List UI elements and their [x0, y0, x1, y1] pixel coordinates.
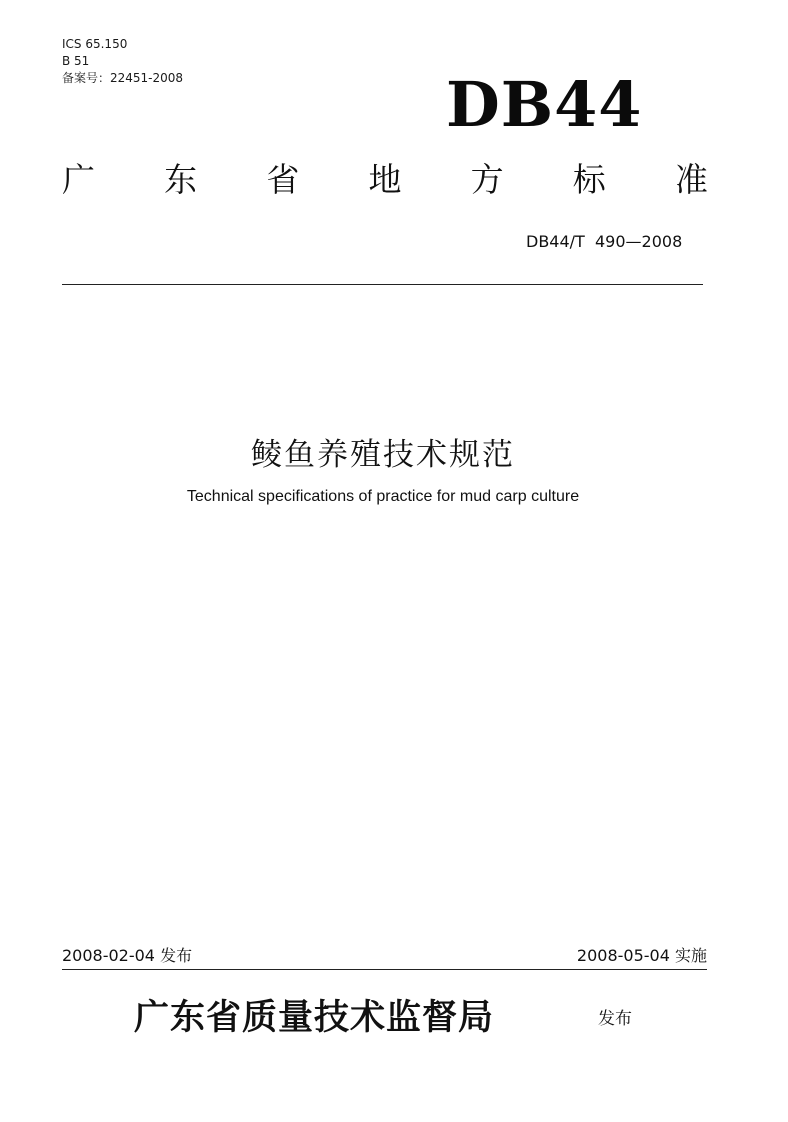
issuing-authority-suffix: 发布 [598, 1009, 632, 1029]
top-divider [62, 284, 703, 285]
record-number: 备案号：22451-2008 [62, 71, 184, 85]
document-title-english: Technical specifications of practice for mud carp culture [186, 488, 580, 505]
standard-type-char: 广 [62, 160, 95, 199]
standard-type-heading [62, 160, 708, 200]
bottom-divider [62, 969, 707, 970]
standard-type-char: 标 [572, 160, 606, 199]
implementation-date: 2008-05-04 实施 [576, 946, 707, 965]
standard-type-char: 地 [368, 160, 402, 199]
standard-type-char: 省 [266, 160, 300, 199]
classification-code: B 51 [62, 54, 90, 68]
standard-type-char: 东 [164, 160, 198, 199]
standard-number: DB44/T 490—2008 [526, 232, 683, 251]
ics-code: ICS 65.150 [62, 37, 128, 51]
issue-date: 2008-02-04 发布 [62, 946, 193, 965]
standard-type-char: 方 [470, 160, 504, 199]
standard-type-char: 准 [674, 160, 708, 199]
document-metadata [62, 36, 183, 87]
document-title-chinese: 鲮鱼养殖技术规范 [251, 437, 515, 473]
issuing-authority: 广东省质量技术监督局 [134, 997, 495, 1038]
db-code-logo: DB44 [446, 68, 643, 141]
